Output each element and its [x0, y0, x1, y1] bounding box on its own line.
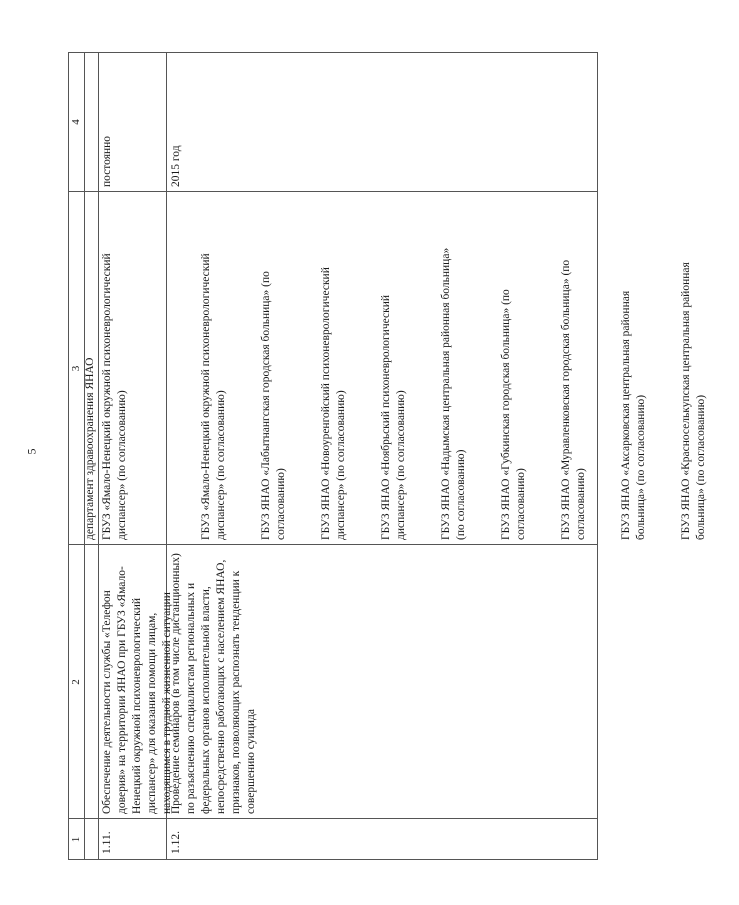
executor-item: ГБУЗ ЯНАО «Ноябрьский психоневрологический диспансер» (по согласованию): [380, 292, 407, 540]
col-divider-3: [68, 191, 598, 192]
row-deadline: постоянно: [101, 135, 113, 187]
row-activity: Проведение семинаров (в том числе дистанционных) по разъяснению специалистам региональных и федеральных органов исполнительной власти, непосредственно работающих с населением ЯНАО, признаков, позволяющих распознать тенденции к совершению суицида: [170, 550, 257, 814]
executor-item: ГБУЗ ЯНАО «Красноселькупская центральная районная больница» (по согласованию): [680, 259, 707, 540]
row-executor: ГБУЗ «Ямало-Ненецкий окружной психоневрологический диспансер» (по согласованию): [101, 250, 128, 540]
row-number: 1.12.: [170, 831, 182, 854]
page-number: 5: [24, 448, 39, 455]
executor-item: ГБУЗ ЯНАО «Муравленковская городская больница» (по согласованию): [560, 256, 587, 540]
row-number: 1.11.: [101, 831, 113, 854]
executor-item: ГБУЗ ЯНАО «Губкинская городская больница» (по согласованию): [500, 286, 527, 540]
row-executor-list: [169, 240, 739, 540]
header-col-4: 4: [70, 119, 82, 125]
executor-item: ГБУЗ ЯНАО «Аксарковская центральная районная больница» (по согласованию): [620, 288, 647, 540]
executor-item: ГБУЗ «Ямало-Ненецкий окружной психоневрологический диспансер» (по согласованию): [200, 250, 227, 540]
table-border-right: [68, 52, 598, 53]
col-divider-2: [68, 544, 598, 545]
continuation-executor: департамент здравоохранения ЯНАО: [84, 357, 96, 540]
table-border-left: [68, 859, 598, 860]
rotated-table: [68, 52, 707, 860]
header-col-1: 1: [70, 836, 82, 843]
header-col-3: 3: [70, 365, 82, 372]
executor-item: ГБУЗ ЯНАО «Новоуренгойский психоневрологический диспансер» (по согласованию): [320, 264, 347, 540]
executor-item: ГБУЗ ЯНАО «Надымская центральная районная больница» (по согласованию): [440, 244, 467, 540]
row-activity: Обеспечение деятельности службы «Телефон доверия» на территории ЯНАО при ГБУЗ «Ямало-Ненецкий окружной психоневрологический диспансер» для оказания помощи лицам, находящимся в трудной жизненной ситуации: [101, 566, 173, 814]
header-col-2: 2: [70, 679, 82, 685]
continuation-divider: [98, 52, 99, 860]
row-deadline: 2015 год: [170, 145, 182, 187]
col-divider-1: [68, 818, 598, 819]
executor-item: ГБУЗ ЯНАО «Лабытнангская городская больница» (по согласованию): [260, 268, 287, 540]
